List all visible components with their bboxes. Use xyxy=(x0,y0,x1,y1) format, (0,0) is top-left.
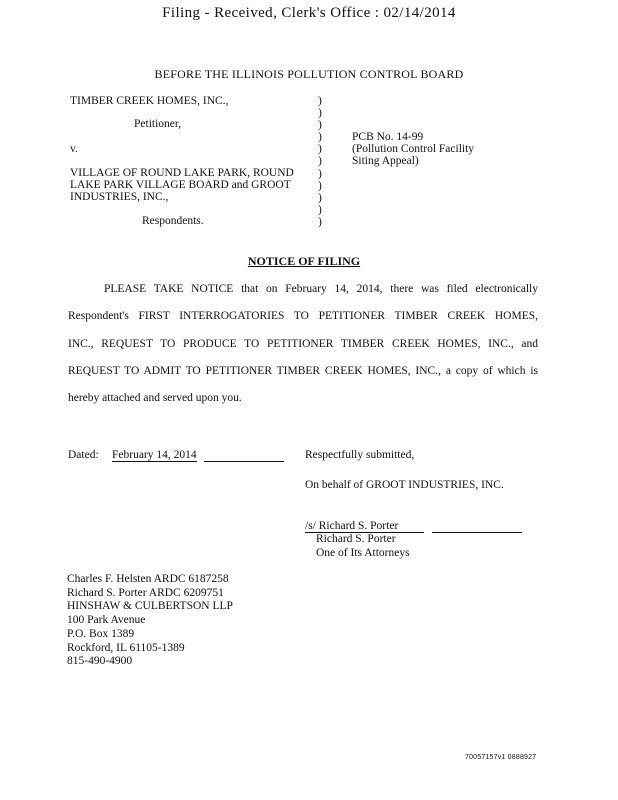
respondent-line-1: VILLAGE OF ROUND LAKE PARK, ROUND xyxy=(70,167,294,179)
petitioner-name: TIMBER CREEK HOMES, INC., xyxy=(70,95,229,107)
respondent-line-3: INDUSTRIES, INC., xyxy=(70,191,169,203)
signer-title: One of Its Attorneys xyxy=(316,547,410,559)
address-line: HINSHAW & CULBERTSON LLP xyxy=(67,600,233,613)
respondent-line-2: LAKE PARK VILLAGE BOARD and GROOT xyxy=(70,179,291,191)
body-line: Respondent's FIRST INTERROGATORIES TO PETITIONER TIMBER CREEK HOMES, xyxy=(68,310,538,323)
address-line: Richard S. Porter ARDC 6209751 xyxy=(67,586,224,599)
dated-value: February 14, 2014 xyxy=(112,449,197,461)
versus: v. xyxy=(70,143,78,155)
filing-stamp: Filing - Received, Clerk's Office : 02/14/2014 xyxy=(162,5,456,21)
body-line: PLEASE TAKE NOTICE that on February 14, 2014, there was filed electronically xyxy=(104,283,538,295)
electronic-signature: /s/ Richard S. Porter xyxy=(305,520,424,533)
document-id: 70057157v1 0888927 xyxy=(465,754,537,761)
dated-label: Dated: xyxy=(68,449,99,461)
signer-name: Richard S. Porter xyxy=(316,533,396,545)
dated-underline xyxy=(204,461,284,462)
case-number: PCB No. 14-99 xyxy=(352,131,424,143)
signature-line xyxy=(432,532,522,533)
case-subtype: Siting Appeal) xyxy=(352,155,419,167)
body-line: REQUEST TO ADMIT TO PETITIONER TIMBER CREEK HOMES, INC., a copy of which is xyxy=(68,364,538,377)
body-line: INC., REQUEST TO PRODUCE TO PETITIONER TIMBER CREEK HOMES, INC., and xyxy=(68,337,538,350)
on-behalf-of: On behalf of GROOT INDUSTRIES, INC. xyxy=(305,479,504,491)
address-line: Rockford, IL 61105-1389 xyxy=(67,641,185,654)
case-type: (Pollution Control Facility xyxy=(352,143,475,155)
address-line: 815-490-4900 xyxy=(67,655,133,668)
address-line: 100 Park Avenue xyxy=(67,614,146,627)
respectfully-submitted: Respectfully submitted, xyxy=(305,449,415,461)
attorney-address-block xyxy=(67,573,233,669)
address-line: Charles F. Helsten ARDC 6187258 xyxy=(67,573,229,585)
notice-title: NOTICE OF FILING xyxy=(247,254,361,268)
notice-body xyxy=(68,276,538,412)
caption-parentheses: ) ) ) ) ) ) ) ) ) ) ) xyxy=(318,95,322,228)
address-line: P.O. Box 1389 xyxy=(67,627,135,640)
respondent-role: Respondents. xyxy=(142,215,204,227)
body-line: hereby attached and served upon you. xyxy=(68,392,242,405)
petitioner-role: Petitioner, xyxy=(134,118,182,130)
board-heading: BEFORE THE ILLINOIS POLLUTION CONTROL BOARD xyxy=(154,67,464,81)
